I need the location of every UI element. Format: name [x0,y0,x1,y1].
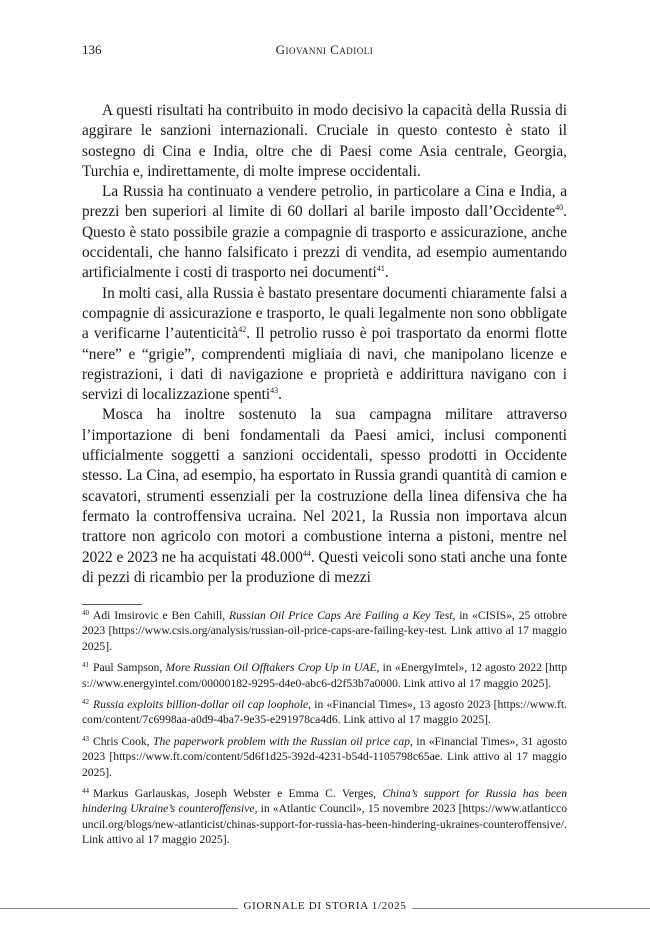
footnote-title: The paperwork problem with the Russian oil price cap [153,734,411,748]
footnote: $^{44}$ Markus Garlauskas, Joseph Webster e Emma C. Verges, China’s support for Russia has been hindering Ukraine’s counteroffensive, in «Atlantic Council», 15 novembre 2023 [https://www.atlanticcouncil.org/blogs/new-atlanticist/chinas-support-for-russia-has-been-hindering-ukraines-counteroffensive/. Link attivo al 17 maggio 2025]. [82,787,567,847]
footnote-title: Russian Oil Price Caps Are Failing a Key Test [229,609,453,622]
running-head-author: Giovanni Cadioli [275,42,374,57]
journal-name: GIORNALE DI STORIA 1/2025 [243,900,407,912]
footnote-ref[interactable]: 44 [302,548,311,558]
footnote-url[interactable]: https://www.csis.org/analysis/russian-oil-price-caps-are-failing-key-test [112,624,445,638]
footnote-number: 40 [82,609,89,617]
footnote: $^{42}$ Russia exploits billion-dollar oil cap loophole, in «Financial Times», 13 agosto 2023 [https://www.ft.com/content/7c6998aa-a0d9-4ba7-9e35-e291978ca4d6. Link attivo al 17 maggio 2025]. [82,698,567,727]
footnote-ref[interactable]: 43 [270,386,279,396]
footnote: $^{40}$ Adi Imsirovic e Ben Cahill, Russian Oil Price Caps Are Failing a Key Test, in «CISIS», 25 ottobre 2023 [https://www.csis.org/analysis/russian-oil-price-caps-are-failing-key-test. Link attivo al 17 maggio 2025]. [82,609,567,653]
page-footer [0,898,650,918]
footnote: $^{41}$ Paul Sampson, More Russian Oil Offtakers Crop Up in UAE, in «EnergyImtel», 12 agosto 2022 [https://www.energyintel.com/00000182-9295-d4e0-abc6-d2f53b7a0000. Link attivo al 17 maggio 2025]. [82,661,567,690]
footnote-title: China’s support for Russia has been hindering Ukraine’s counteroffensive [82,787,567,816]
paragraph: In molti casi, alla Russia è bastato presentare documenti chiaramente falsi a compagnie di assicurazione e trasporto, le quali legalmente non sono obbligate a verificarne l’autenticità$^{42}$. Il petrolio russo è poi trasportato da enormi flotte “nere” e “grigie”, comprendenti migliaia di navi, che manipolano licenze e registrazioni, i dati di navigazione e proprietà e addirittura navigano con i servizi di localizzazione spenti$^{43}$. [82,284,567,404]
paragraph: Mosca ha inoltre sostenuto la sua campagna militare attraverso l’importazione di beni fondamentali da Paesi amici, inclusi componenti ufficialmente soggetti a sanzioni occidentali, spesso prodotti in Occidente stesso. La Cina, ad esempio, ha esportato in Russia grandi quantità di camion e scavatori, strumenti essenziali per la costruzione della linea difensiva che ha fermato la controffensiva ucraina. Nel 2021, la Russia non importava alcun trattore non agricolo con motori a combustione interna a pistoni, mentre nel 2022 e 2023 ne ha acquistati 48.000$^{44}$. Questi veicoli sono stati anche una fonte di pezzi di ricambio per la produzione di mezzi [82,406,567,586]
footnote-url[interactable]: https://www.ft.com/content/5d6f1d25-392d-4231-b54d-1105798c65ae [113,750,440,764]
body-text [82,101,567,588]
footer-rule-left [0,908,238,909]
footnote-ref[interactable]: 41 [376,264,385,274]
footnote-number: 43 [82,734,89,743]
footnote-ref[interactable]: 40 [555,203,564,213]
footnote: $^{43}$ Chris Cook, The paperwork problem with the Russian oil price cap, in «Financial Times», 31 agosto 2023 [https://www.ft.com/content/5d6f1d25-392d-4231-b54d-1105798c65ae. Link attivo al 17 maggio 2025]. [82,734,567,779]
footnote-url[interactable]: https://www.atlanticcouncil.org/blogs/new-atlanticist/chinas-support-for-russia-has-been-hindering-ukraines-counteroffensive/ [82,802,567,831]
footnote-separator [82,604,142,605]
footnote-number: 44 [82,787,89,796]
footnote-title: Russia exploits billion-dollar oil cap loophole [93,698,309,712]
footnote-url[interactable]: https://www.ft.com/content/7c6998aa-a0d9-4ba7-9e35-e291978ca4d6 [82,698,567,727]
page-header [82,42,567,64]
footnotes [82,608,567,854]
footnote-number: 41 [82,661,89,670]
footnote-ref[interactable]: 42 [238,325,247,335]
footer-rule-right [412,908,650,909]
footnote-number: 42 [82,698,89,707]
footnote-url[interactable]: https://www.energyintel.com/00000182-9295-d4e0-abc6-d2f53b7a0000 [82,661,567,690]
footnote-title: More Russian Oil Offtakers Crop Up in UAE [165,661,377,675]
paragraph: La Russia ha continuato a vendere petrolio, in particolare a Cina e India, a prezzi ben superiori al limite di 60 dollari al barile imposto dall’Occidente$^{40}$. Questo è stato possibile grazie a compagnie di trasporto e assicurazione, anche occidentali, che hanno falsificato i prezzi di vendita, ad esempio aumentando artificialmente i costi di trasporto nei documenti$^{41}$. [82,183,567,282]
paragraph: A questi risultati ha contribuito in modo decisivo la capacità della Russia di aggirare le sanzioni internazionali. Cruciale in questo contesto è stato il sostegno di Cina e India, oltre che di Paesi come Asia centrale, Georgia, Turchia e, indirettamente, di molte imprese occidentali. [82,102,567,180]
page-number: 136 [82,42,102,57]
